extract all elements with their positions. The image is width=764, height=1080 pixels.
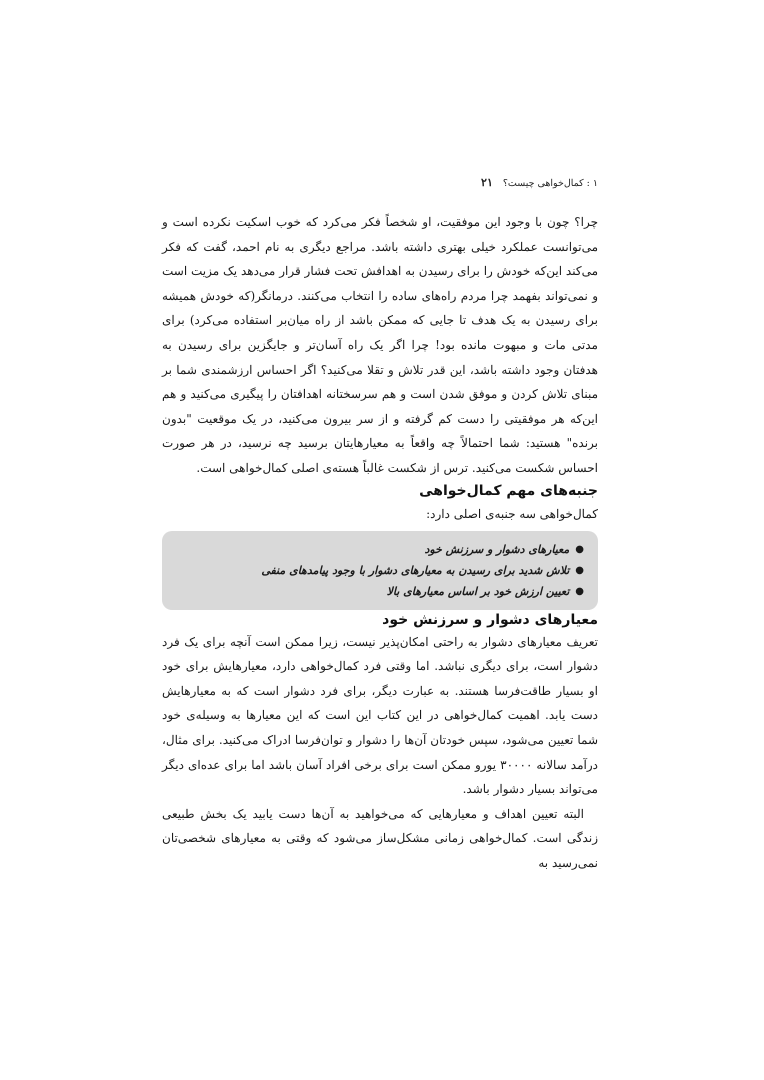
bullet-icon: ● bbox=[575, 543, 584, 555]
aspects-list bbox=[176, 539, 584, 602]
bullet-icon: ● bbox=[575, 564, 584, 576]
body-paragraph-3: البته تعیین اهداف و معیارهایی که می‌خواهید به آن‌ها دست یابید یک بخش طبیعی زندگی است. کمال‌خواهی زمانی مشکل‌ساز می‌شود که وقتی به معیارهای شخصی‌تان نمی‌رسید به bbox=[162, 806, 598, 870]
page-number: ۲۱ bbox=[481, 176, 493, 189]
bullet-icon: ● bbox=[575, 585, 584, 597]
page-content bbox=[162, 210, 598, 875]
list-item bbox=[176, 539, 584, 560]
section-heading-standards: معیارهای دشوار و سرزنش خود bbox=[382, 611, 598, 628]
list-item-text: تلاش شدید برای رسیدن به معیارهای دشوار با وجود پیامدهای منفی bbox=[261, 563, 570, 577]
aspects-callout-box bbox=[162, 531, 598, 610]
list-item bbox=[176, 581, 584, 602]
body-paragraph-1: چرا؟ چون با وجود این موفقیت، او شخصاً فکر می‌کرد که خوب اسکیت نکرده است و می‌توانست عملکرد خیلی بهتری داشته باشد. مراجع دیگری به نام احمد، گفت که فکر می‌کند این‌که خودش را برای رسیدن به اهدافش تحت فشار قرار می‌دهد یک مزیت است و نمی‌تواند بفهمد چرا مردم راه‌های ساده را انتخاب می‌کنند. درمانگر(که خودش همیشه برای رسیدن به یک هدف تا جایی که ممکن باشد از راه میان‌بر استفاده می‌کرد) برای مدتی مات و مبهوت مانده بود! چرا اگر یک راه آسان‌تر و جایگزین برای رسیدن به هدفتان وجود داشته باشد، این قدر تلاش و تقلا می‌کنید؟ اگر احساس ارزشمندی شما بر مبنای تلاش کردن و موفق شدن است و هم سرسختانه اهدافتان را پیگیری می‌کنید و هم این‌که هر موفقیتی را دست کم گرفته و از سر بیرون می‌کنید، در یک موقعیت "بدون برنده" هستید: شما احتمالاً چه واقعاً به معیارهایتان برسید چه نرسید، در هر صورت احساس شکست می‌کنید. ترس از شکست غالباً هسته‌ی اصلی کمال‌خواهی است. bbox=[162, 215, 598, 475]
list-item-text: معیارهای دشوار و سرزنش خود bbox=[424, 542, 570, 556]
list-item bbox=[176, 560, 584, 581]
chapter-label: ۱ : کمال‌خواهی چیست؟ bbox=[502, 178, 598, 189]
section-intro: کمال‌خواهی سه جنبه‌ی اصلی دارد: bbox=[426, 506, 598, 521]
body-paragraph-2: تعریف معیارهای دشوار به راحتی امکان‌پذیر نیست، زیرا ممکن است آنچه برای یک فرد دشوار است، برای دیگری نباشد. اما وقتی فرد کمال‌خواهی دارد، معیارهایش برای خود او بسیار طاقت‌فرسا هستند. به عبارت دیگر، برای فرد دشوار است که به معیارهایش دست یابد. اهمیت کمال‌خواهی در این کتاب این است که این معیارها به وسیله‌ی خود شما تعیین می‌شود، سپس خودتان آن‌ها را دشوار و توان‌فرسا ادراک می‌کنید. برای مثال، درآمد سالانه ۳۰۰۰۰ یورو ممکن است برای برخی افراد آسان باشد اما برای عده‌ای دیگر می‌تواند بسیار دشوار باشد. bbox=[162, 634, 599, 797]
list-item-text: تعیین ارزش خود بر اساس معیارهای بالا bbox=[386, 584, 570, 598]
section-heading-aspects: جنبه‌های مهم کمال‌خواهی bbox=[419, 482, 598, 499]
running-header bbox=[162, 176, 598, 189]
